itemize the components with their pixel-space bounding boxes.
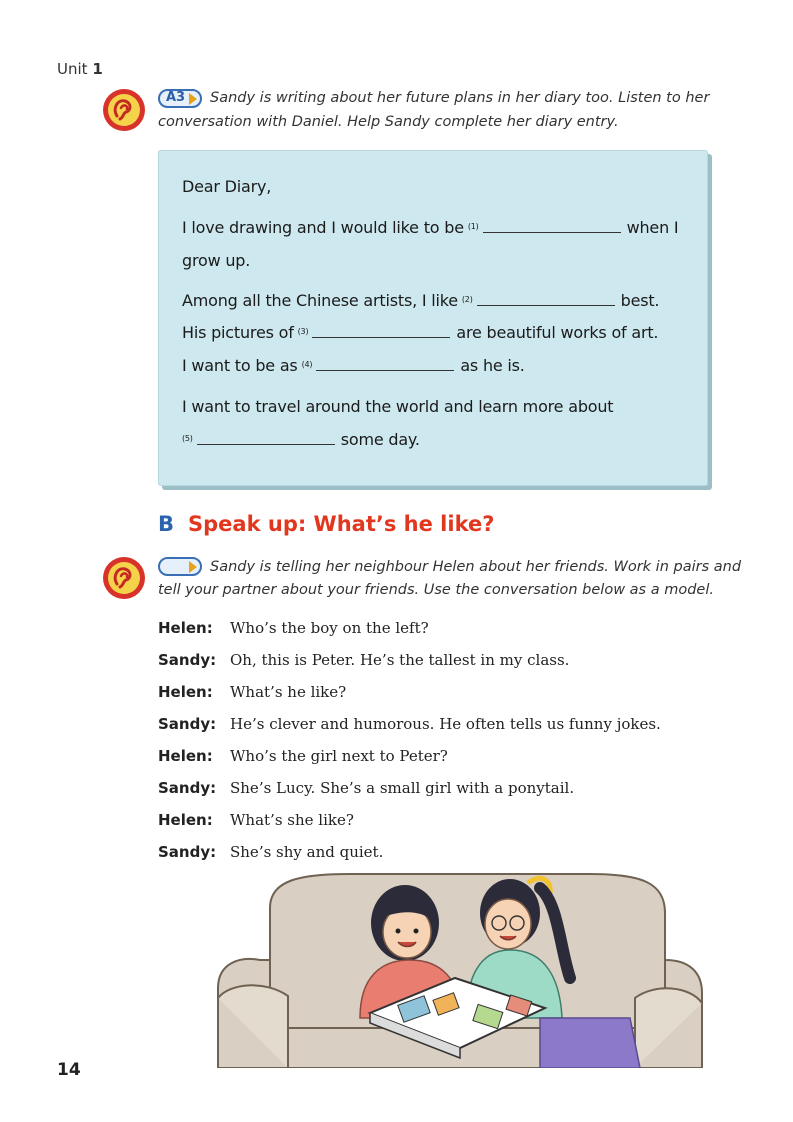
page-number: 14 — [57, 1060, 81, 1080]
blank-number-3: (3) — [297, 327, 309, 336]
diary-line-6: I want to travel around the world and learn more about — [182, 397, 614, 416]
diary-greeting: Dear Diary, — [182, 177, 272, 196]
diary-text: His pictures of — [182, 323, 294, 342]
dialogue-line: Oh, this is Peter. He’s the tallest in my class. — [230, 651, 570, 669]
diary-text: best. — [620, 291, 660, 310]
speaker-label: Helen: — [158, 811, 213, 829]
unit-label — [57, 60, 103, 78]
dialogue-line: He’s clever and humorous. He often tells us funny jokes. — [230, 715, 661, 733]
task-tag-label: A3 — [166, 90, 186, 105]
diary-line-4 — [182, 323, 658, 342]
answer-blank-1[interactable] — [483, 218, 621, 233]
blank-number-1: (1) — [467, 222, 479, 231]
diary-line-7 — [182, 430, 420, 449]
dialogue-line: What’s he like? — [230, 683, 347, 701]
a3-instruction-line2: conversation with Daniel. Help Sandy complete her diary entry. — [158, 114, 619, 130]
audio-tag-b[interactable] — [158, 557, 202, 576]
play-icon — [189, 561, 197, 573]
illustration-girls-with-album — [210, 868, 705, 1068]
a3-instruction-line1: Sandy is writing about her future plans in her diary too. Listen to her — [210, 90, 710, 106]
ear-icon — [102, 88, 146, 132]
answer-blank-2[interactable] — [477, 291, 615, 306]
diary-text: I love drawing and I would like to be — [182, 218, 464, 237]
diary-line-5 — [182, 356, 525, 375]
diary-text: some day. — [340, 430, 420, 449]
b-instruction-line1: Sandy is telling her neighbour Helen about her friends. Work in pairs and — [210, 559, 742, 575]
b-instruction-line2: tell your partner about your friends. Use the conversation below as a model. — [158, 582, 714, 598]
answer-blank-4[interactable] — [316, 356, 454, 371]
play-icon — [189, 93, 197, 105]
dialogue-line: She’s shy and quiet. — [230, 843, 384, 861]
ear-icon — [102, 556, 146, 600]
section-title: Speak up: What’s he like? — [188, 512, 495, 536]
diary-text: when I — [626, 218, 679, 237]
speaker-label: Helen: — [158, 683, 213, 701]
diary-line-2: grow up. — [182, 251, 251, 270]
speaker-label: Sandy: — [158, 779, 217, 797]
dialogue-line: She’s Lucy. She’s a small girl with a ponytail. — [230, 779, 575, 797]
diary-text: Among all the Chinese artists, I like — [182, 291, 458, 310]
dialogue-line: Who’s the girl next to Peter? — [230, 747, 448, 765]
answer-blank-3[interactable] — [312, 323, 450, 338]
section-letter: B — [158, 512, 175, 536]
section-b-heading — [158, 512, 494, 536]
diary-line-1 — [182, 218, 678, 237]
blank-number-2: (2) — [461, 295, 473, 304]
unit-word: Unit — [57, 60, 88, 78]
blank-number-5: (5) — [182, 434, 193, 443]
diary-text: are beautiful works of art. — [456, 323, 659, 342]
dialogue-line: What’s she like? — [230, 811, 354, 829]
diary-line-3 — [182, 291, 659, 310]
diary-entry — [158, 150, 708, 486]
diary-text: I want to be as — [182, 356, 298, 375]
dialogue-line: Who’s the boy on the left? — [230, 619, 429, 637]
answer-blank-5[interactable] — [197, 430, 335, 445]
speaker-label: Helen: — [158, 619, 213, 637]
task-tag-a3[interactable] — [158, 89, 202, 108]
unit-number: 1 — [92, 60, 103, 78]
speaker-label: Sandy: — [158, 843, 217, 861]
speaker-label: Helen: — [158, 747, 213, 765]
diary-text: as he is. — [460, 356, 525, 375]
speaker-label: Sandy: — [158, 715, 217, 733]
speaker-label: Sandy: — [158, 651, 217, 669]
blank-number-4: (4) — [301, 360, 313, 369]
